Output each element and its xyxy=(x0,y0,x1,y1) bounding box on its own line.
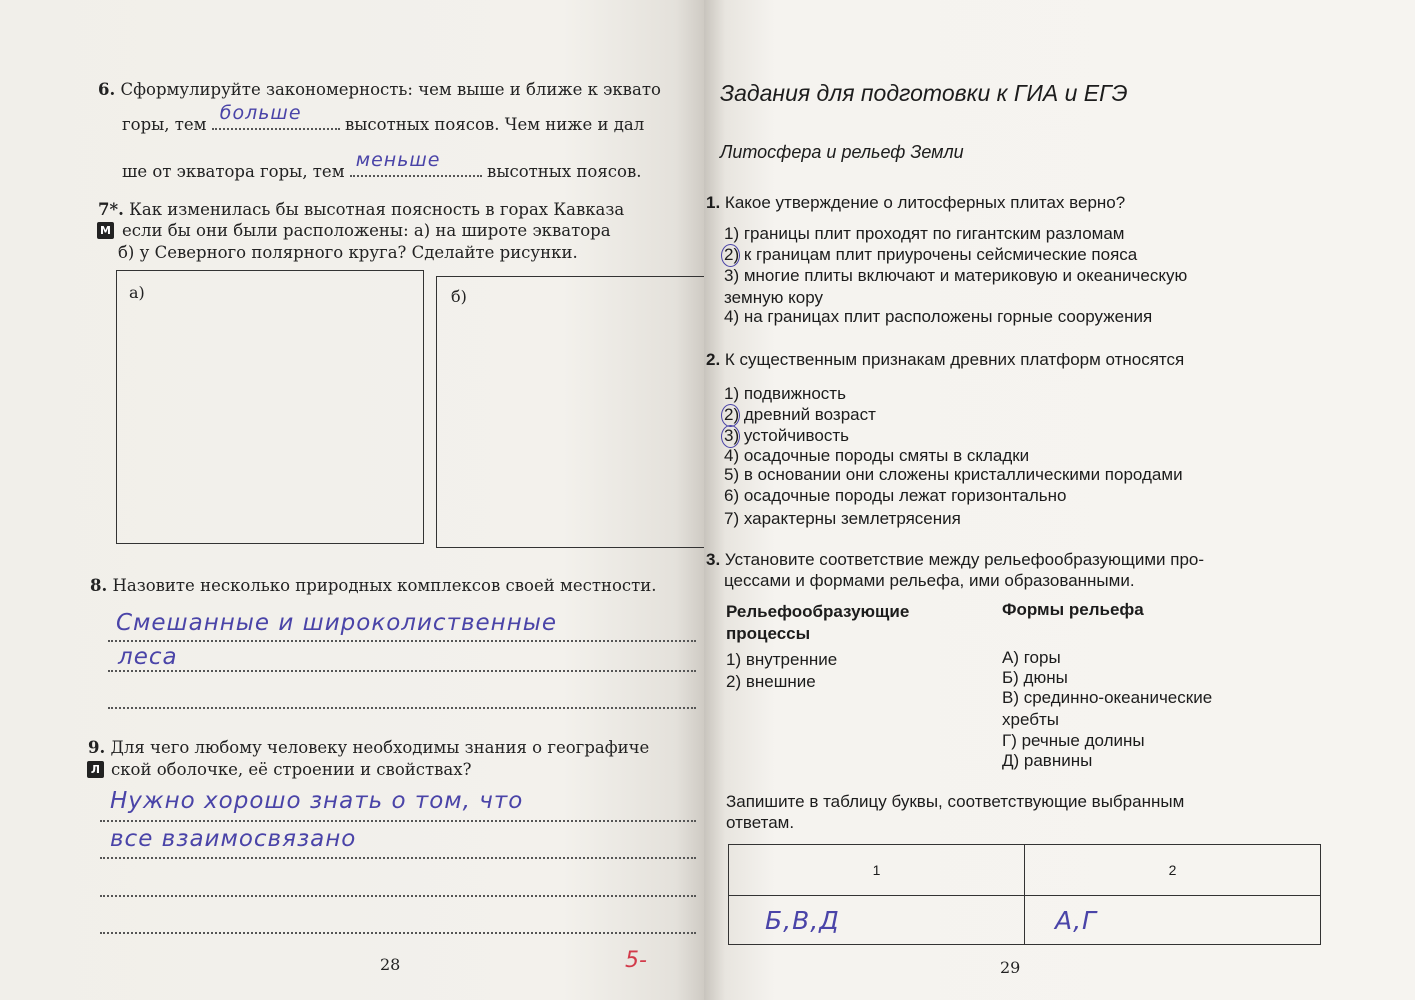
task1-number: 1. xyxy=(706,193,721,212)
task2-option-4[interactable]: 4) осадочные породы смяты в складки xyxy=(724,446,1030,465)
q7-line3: б) у Северного полярного круга? Сделайте рисунки. xyxy=(118,243,578,262)
box-b-label: б) xyxy=(451,287,467,306)
page-number-29: 29 xyxy=(1000,958,1021,977)
q7-number: 7*. xyxy=(98,200,124,219)
section-subtitle: Литосфера и рельеф Земли xyxy=(720,142,964,162)
task3-question-line1: 3. Установите соответствие между рельефообразующими про- xyxy=(706,550,1205,569)
q6-line2: горы, тем больше высотных поясов. Чем ниже и дал xyxy=(122,102,645,134)
task3-answer-table xyxy=(728,844,1321,945)
task1-option-4[interactable]: 4) на границах плит расположены горные сооружения xyxy=(724,307,1153,326)
q7-line2: если бы они были расположены: а) на широте экватора xyxy=(122,221,611,240)
answer-table-header-1: 1 xyxy=(729,845,1025,896)
q9-line2: ской оболочке, её строении и свойствах? xyxy=(111,760,472,779)
task2-selected-mark-1 xyxy=(721,404,740,427)
task1-option-2[interactable]: 2) к границам плит приурочены сейсмические пояса xyxy=(724,245,1138,264)
drawing-box-b[interactable] xyxy=(436,276,704,548)
box-a-label: а) xyxy=(129,283,145,302)
q8-answer-line-3[interactable] xyxy=(108,707,696,709)
q8-answer-line-1[interactable] xyxy=(108,640,696,642)
q9-answer-1: Нужно хорошо знать о том, что xyxy=(110,788,524,814)
task2-option-2[interactable]: 2) древний возраст xyxy=(724,405,876,424)
task3-instruction: Запишите в таблицу буквы, соответствующие выбранным xyxy=(726,792,1185,811)
answer-cell-2[interactable]: А,Г xyxy=(1025,896,1321,945)
task3-col1-header: Рельефообразующие xyxy=(726,602,910,621)
page-number-28: 28 xyxy=(380,955,401,974)
answer-table-header-2: 2 xyxy=(1025,845,1321,896)
task3-instruction-cont: ответам. xyxy=(726,813,795,832)
task2-option-6[interactable]: 6) осадочные породы лежат горизонтально xyxy=(724,486,1067,505)
task1-selected-mark xyxy=(721,244,740,267)
task2-selected-mark-2 xyxy=(721,425,740,448)
q8-line: 8. Назовите несколько природных комплексов своей местности. xyxy=(90,576,657,595)
task2-option-7[interactable]: 7) характерны землетрясения xyxy=(724,509,961,528)
section-title: Задания для подготовки к ГИА и ЕГЭ xyxy=(720,80,1128,106)
q9-answer-line-1[interactable] xyxy=(100,820,696,822)
q9-answer-line-3[interactable] xyxy=(100,895,696,897)
task3-form-d: Г) речные долины xyxy=(1002,731,1145,750)
q9-line1: 9. Для чего любому человеку необходимы знания о географиче xyxy=(88,738,650,757)
q9-answer-2: все взаимосвязано xyxy=(110,826,357,852)
q6-answer-1: больше xyxy=(219,102,302,124)
task2-question-line: 2. К существенным признакам древних платформ относятся xyxy=(706,350,1185,369)
q9-answer-line-2[interactable] xyxy=(100,857,696,859)
task2-option-3[interactable]: 3) устойчивость xyxy=(724,426,849,445)
q7-line1: 7*. Как изменилась бы высотная поясность в горах Кавказа xyxy=(98,200,625,219)
q8-answer-2: леса xyxy=(118,644,178,670)
task1-option-3[interactable]: 3) многие плиты включают и материковую и океаническую xyxy=(724,266,1188,285)
q9-badge-l: Л xyxy=(87,760,104,778)
q8-answer-line-2[interactable] xyxy=(108,670,696,672)
q6-line3: ше от экватора горы, тем меньше высотных поясов. xyxy=(122,149,642,181)
task1-question-line: 1. Какое утверждение о литосферных плитах верно? xyxy=(706,193,1126,212)
task3-form-e: Д) равнины xyxy=(1002,751,1093,770)
task3-process-1: 1) внутренние xyxy=(726,650,838,669)
task3-col2-header: Формы рельефа xyxy=(1002,600,1144,619)
q7-badge-m: М xyxy=(97,221,114,239)
task2-number: 2. xyxy=(706,350,721,369)
q9-answer-line-4[interactable] xyxy=(100,932,696,934)
q8-number: 8. xyxy=(90,576,108,595)
task3-question-line2: цессами и формами рельефа, ими образованными. xyxy=(724,571,1135,590)
task1-option-1[interactable]: 1) границы плит проходят по гигантским разломам xyxy=(724,224,1125,243)
task3-form-a: А) горы xyxy=(1002,648,1061,667)
task3-form-c: В) срединно-океанические xyxy=(1002,688,1213,707)
task2-option-1[interactable]: 1) подвижность xyxy=(724,384,846,403)
teacher-grade-mark: 5- xyxy=(625,948,647,973)
task3-form-c-cont: хребты xyxy=(1002,710,1059,729)
q6-line1 xyxy=(98,80,661,99)
q6-text: Сформулируйте закономерность: чем выше и ближе к эквато xyxy=(120,80,661,99)
q9-number: 9. xyxy=(88,738,106,757)
task3-form-b: Б) дюны xyxy=(1002,668,1068,687)
task1-option-3-cont: земную кору xyxy=(724,288,823,307)
left-page xyxy=(0,0,704,1000)
drawing-box-a[interactable] xyxy=(116,270,424,544)
right-page xyxy=(704,0,1415,1000)
task2-option-5[interactable]: 5) в основании они сложены кристаллическими породами xyxy=(724,465,1183,484)
answer-cell-1[interactable]: Б,В,Д xyxy=(729,896,1025,945)
task3-process-2: 2) внешние xyxy=(726,672,816,691)
task3-col1-header-cont: процессы xyxy=(726,624,811,643)
q6-answer-2: меньше xyxy=(355,149,441,171)
q6-number: 6. xyxy=(98,80,116,99)
task3-number: 3. xyxy=(706,550,721,569)
q8-answer-1: Смешанные и широколиственные xyxy=(116,610,558,636)
